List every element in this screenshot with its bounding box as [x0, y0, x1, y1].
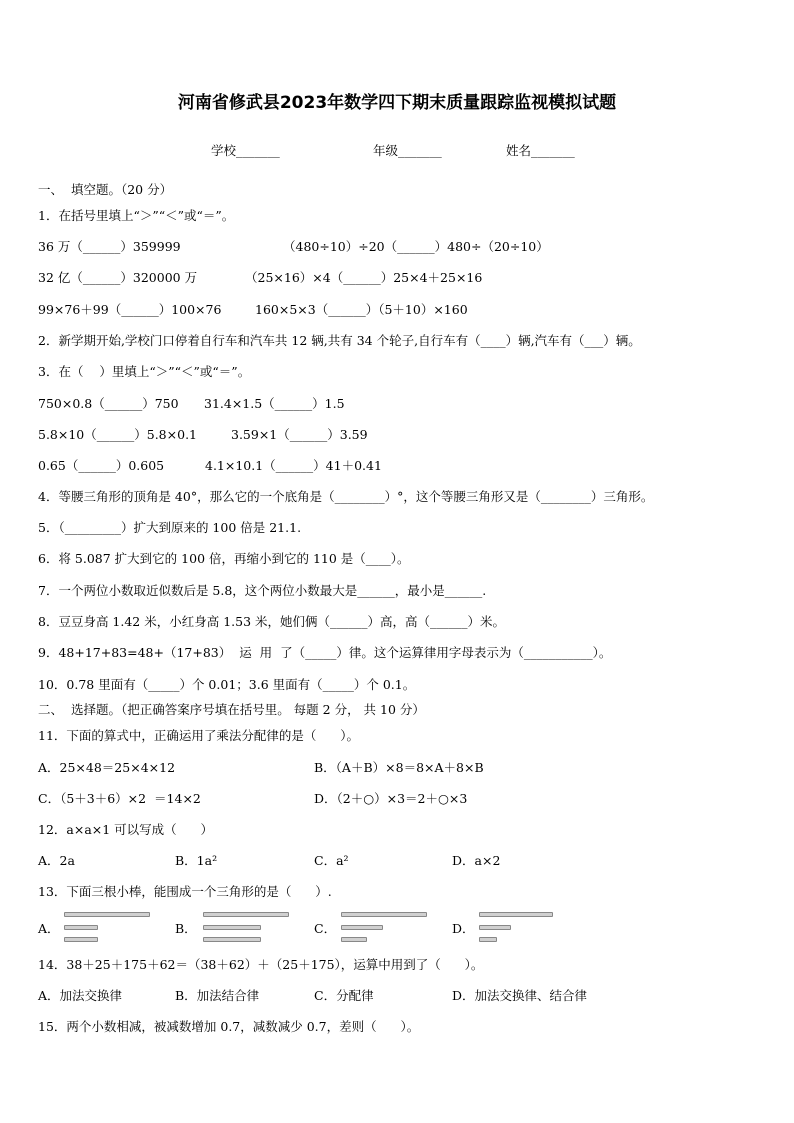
- q1-row3-left: 99×76＋99（______）100×76: [38, 302, 222, 317]
- q3-row3-right: 4.1×10.1（______）41＋0.41: [205, 458, 382, 473]
- q13-option-d: D．: [452, 921, 475, 936]
- q11-text: 11．下面的算式中，正确运用了乘法分配律的是（ ）。: [38, 728, 359, 743]
- stick: [479, 912, 553, 917]
- q12-text: 12．a×a×1 可以写成（ ）: [38, 822, 214, 837]
- q15-text: 15．两个小数相减，被减数增加 0.7，减数减少 0.7，差则（ ）。: [38, 1019, 420, 1034]
- q11-option-a: A．25×48＝25×4×12: [38, 760, 176, 775]
- q1-text: 1．在括号里填上“＞”“＜”或“＝”。: [38, 208, 235, 223]
- stick: [64, 925, 98, 930]
- q11-option-d: D．（2＋○）×3＝2＋○×3: [314, 791, 468, 806]
- q3-row1-right: 31.4×1.5（______）1.5: [204, 396, 345, 411]
- school-field: 学校_______: [211, 143, 280, 158]
- q5-text: 5．（_________）扩大到原来的 100 倍是 21.1.: [38, 520, 302, 535]
- q13-option-b: B．: [175, 921, 197, 936]
- grade-field: 年级_______: [373, 143, 442, 158]
- q3-row2-left: 5.8×10（______）5.8×0.1: [38, 427, 197, 442]
- q13-option-c: C．: [314, 921, 337, 936]
- stick: [341, 925, 383, 930]
- q3-row1-left: 750×0.8（______）750: [38, 396, 179, 411]
- q3-row2-right: 3.59×1（______）3.59: [231, 427, 368, 442]
- q14-option-c: C．分配律: [314, 988, 374, 1003]
- stick: [479, 925, 511, 930]
- stick: [341, 912, 427, 917]
- stick: [64, 912, 150, 917]
- q9-text: 9．48+17+83=48+（17+83） 运 用 了（_____）律。这个运算律用字母表示为（___________）。: [38, 645, 612, 660]
- q3-text: 3．在（ ）里填上“＞”“＜”或“＝”。: [38, 364, 251, 379]
- q1-row3-right: 160×5×3（______）（5＋10）×160: [255, 302, 468, 317]
- q4-text: 4．等腰三角形的顶角是 40°，那么它的一个底角是（________）°，这个等腰三角形又是（________）三角形。: [38, 489, 654, 504]
- q6-text: 6．将 5.087 扩大到它的 100 倍，再缩小到它的 110 是（____）。: [38, 551, 410, 566]
- q12-option-a: A．2a: [38, 853, 75, 868]
- q14-option-a: A．加法交换律: [38, 988, 123, 1003]
- q13-option-a: A．: [38, 921, 60, 936]
- q14-option-b: B．加法结合律: [175, 988, 260, 1003]
- stick: [479, 937, 497, 942]
- q11-option-b: B．（A＋B）×8＝8×A＋8×B: [314, 760, 484, 775]
- q12-option-d: D．a×2: [452, 853, 501, 868]
- q12-option-b: B．1a²: [175, 853, 218, 868]
- q10-text: 10．0.78 里面有（_____）个 0.01；3.6 里面有（_____）个 0.1。: [38, 677, 416, 692]
- stick: [64, 937, 98, 942]
- q14-text: 14．38＋25＋175＋62＝（38＋62）＋（25＋175），运算中用到了（ ）。: [38, 957, 484, 972]
- q13-text: 13．下面三根小棒，能围成一个三角形的是（ ）.: [38, 884, 332, 899]
- stick: [203, 912, 289, 917]
- q14-option-d: D．加法交换律、结合律: [452, 988, 588, 1003]
- stick: [341, 937, 367, 942]
- stick: [203, 925, 261, 930]
- q1-row2-right: （25×16）×4（______）25×4＋25×16: [245, 270, 483, 285]
- q8-text: 8．豆豆身高 1.42 米，小红身高 1.53 米，她们俩（______）高，高（______）米。: [38, 614, 506, 629]
- q1-row1-right: （480÷10）÷20（______）480÷（20÷10）: [283, 239, 549, 254]
- q3-row3-left: 0.65（______）0.605: [38, 458, 165, 473]
- section2-header: 二、 选择题。（把正确答案序号填在括号里。 每题 2 分， 共 10 分）: [38, 702, 425, 717]
- q1-row2-left: 32 亿（______）320000 万: [38, 270, 198, 285]
- section1-header: 一、 填空题。（20 分）: [38, 182, 173, 197]
- q1-row1-left: 36 万（______）359999: [38, 239, 181, 254]
- q7-text: 7．一个两位小数取近似数后是 5.8，这个两位小数最大是______，最小是______.: [38, 583, 487, 598]
- page-title: 河南省修武县2023年数学四下期末质量跟踪监视模拟试题: [177, 93, 617, 113]
- name-field: 姓名_______: [506, 143, 575, 158]
- q2-text: 2．新学期开始,学校门口停着自行车和汽车共 12 辆,共有 34 个轮子,自行车有（____）辆,汽车有（___）辆。: [38, 333, 641, 348]
- q11-option-c: C．（5＋3＋6）×2 ＝14×2: [38, 791, 201, 806]
- q12-option-c: C．a²: [314, 853, 349, 868]
- stick: [203, 937, 261, 942]
